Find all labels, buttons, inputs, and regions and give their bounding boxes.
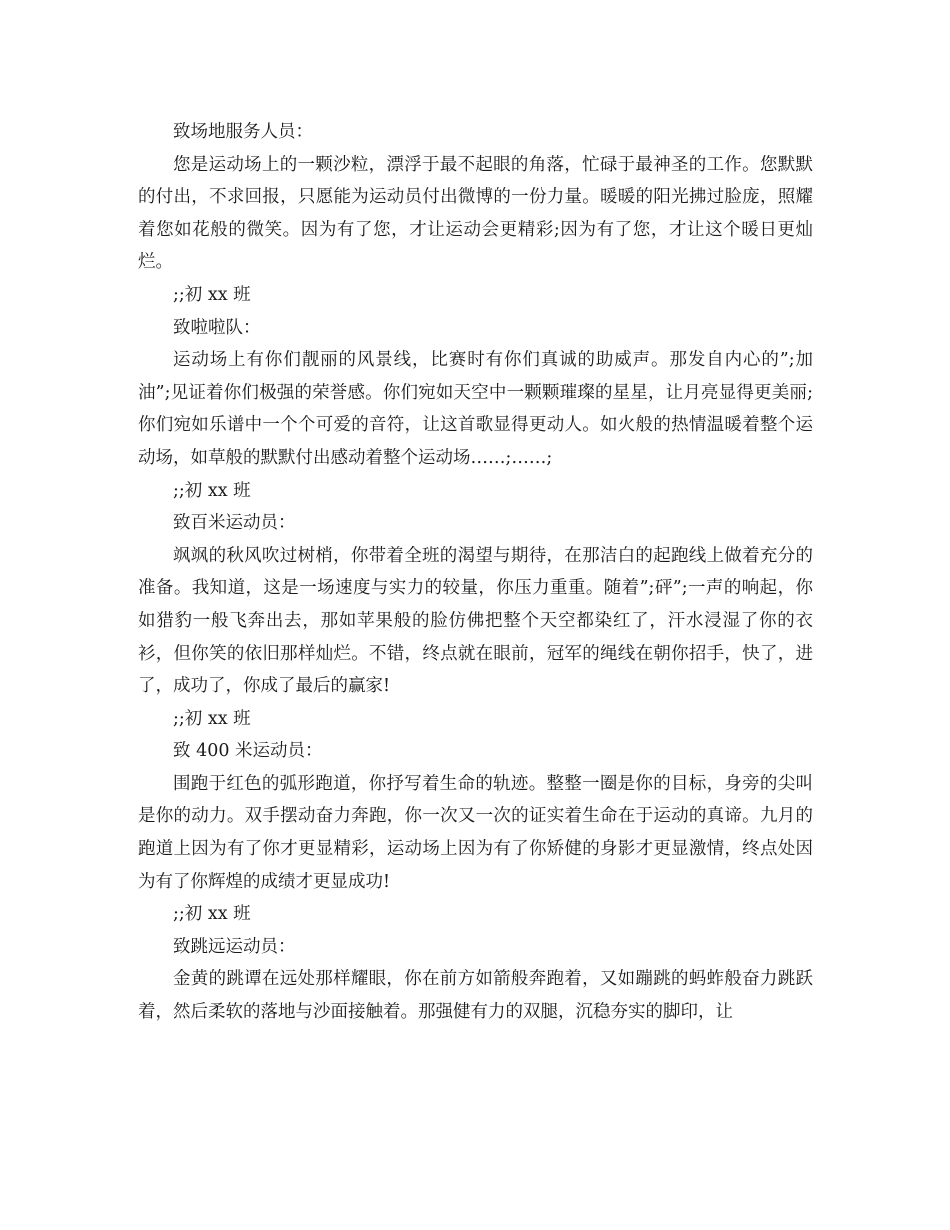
heading-400m-athletes: 致 400 米运动员： [173, 741, 323, 762]
heading-venue-staff: 致场地服务人员： [173, 122, 313, 142]
heading-100m-athletes: 致百米运动员： [173, 513, 296, 534]
paragraph-long-jump-athletes: 金黄的跳谭在远处那样耀眼，你在前方如箭般奔跑着，又如蹦跳的蚂蚱般奋力跳跃着，然后柔软的落地与沙面接触着。那强健有力的双腿，沉稳夯实的脚印，让 [138, 969, 813, 1023]
heading-long-jump-athletes: 致跳远运动员： [173, 936, 296, 957]
paragraph-100m-athletes: 飒飒的秋风吹过树梢，你带着全班的渴望与期待，在那洁白的起跑线上做着充分的准备。我知道，这是一场速度与实力的较量，你压力重重。随着”;砰”;一声的响起，你如猎豹一般飞奔出去，那如苹果般的脸仿佛把整个天空都染红了，汗水浸湿了你的衣衫，但你笑的依旧那样灿烂。不错，终点就在眼前，冠军的绳线在朝你招手，快了，进了，成功了，你成了最后的赢家! [138, 545, 813, 697]
signature-class: ;;初 xx 班 [173, 708, 251, 729]
signature-class: ;;初 xx 班 [173, 480, 251, 501]
paragraph-400m-athletes: 围跑于红色的弧形跑道，你抒写着生命的轨迹。整整一圈是你的目标，身旁的尖叫是你的动力。双手摆动奋力奔跑，你一次又一次的证实着生命在于运动的真谛。九月的跑道上因为有了你才更显精彩，运动场上因为有了你矫健的身影才更显激情，终点处因为有了你辉煌的成绩才更显成功! [138, 773, 813, 892]
signature-class: ;;初 xx 班 [173, 904, 251, 925]
paragraph-cheerleaders: 运动场上有你们靓丽的风景线，比赛时有你们真诚的助威声。那发自内心的”;加油”;见证着你们极强的荣誉感。你们宛如天空中一颗颗璀璨的星星，让月亮显得更美丽;你们宛如乐谱中一个个可爱的音符，让这首歌显得更动人。如火般的热情温暖着整个运动场，如草般的默默付出感动着整个运动场……;……; [138, 350, 813, 468]
paragraph-venue-staff: 您是运动场上的一颗沙粒，漂浮于最不起眼的角落，忙碌于最神圣的工作。您默默的付出，不求回报，只愿能为运动员付出微博的一份力量。暖暖的阳光拂过脸庞，照耀着您如花般的微笑。因为有了您，才让运动会更精彩;因为有了您，才让这个暖日更灿烂。 [138, 154, 813, 273]
signature-class: ;;初 xx 班 [173, 284, 251, 305]
heading-cheerleaders: 致啦啦队： [173, 317, 261, 338]
document-body [138, 116, 813, 1029]
